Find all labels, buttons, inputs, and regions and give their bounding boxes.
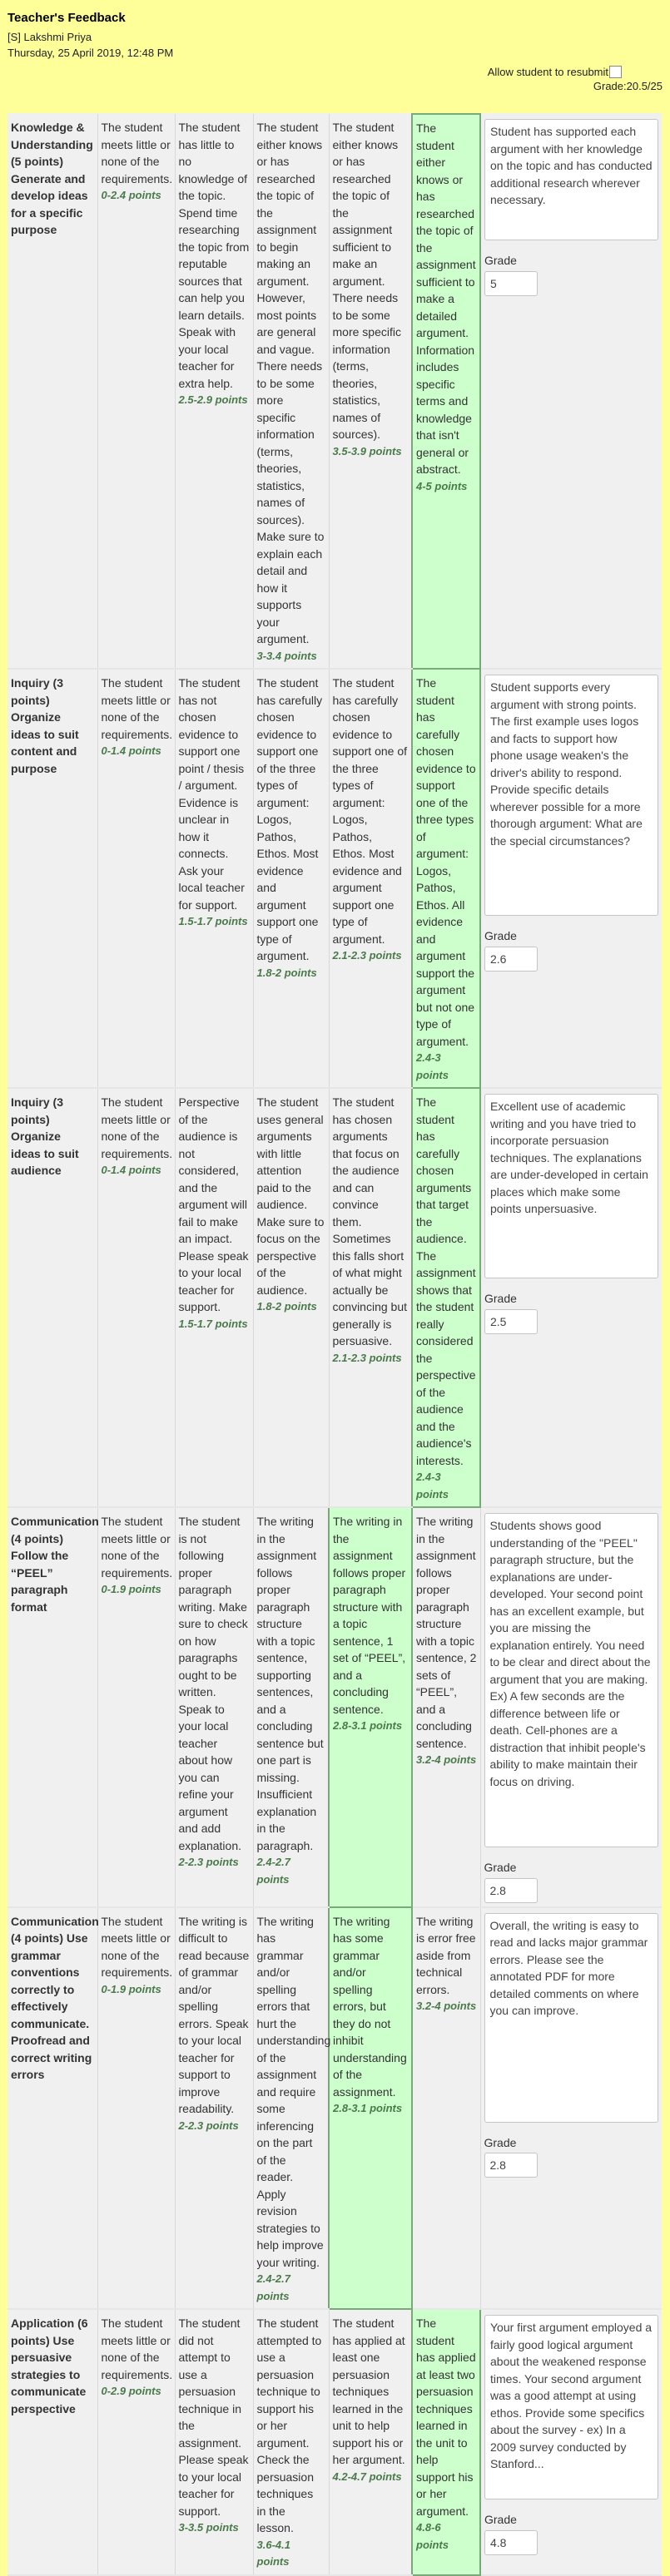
level-points: 4.8-6 points	[416, 2521, 449, 2551]
level-points: 3.2-4 points	[416, 1753, 477, 1766]
level-cell[interactable]	[412, 1907, 480, 2310]
level-cell[interactable]	[329, 114, 412, 669]
level-description: The student either knows or has researched the topic of the assignment to begin making an argument. However, most points are general and vague. There needs to be some more specific information (terms, theories, statistics, names of sources). Make sure to explain each detail and how it supports your argument.	[256, 121, 325, 645]
level-cell[interactable]	[175, 114, 253, 669]
rubric-row	[7, 669, 662, 1088]
criterion-label: Knowledge & Understanding (5 points) Generate and develop ideas for a specific purpose	[7, 114, 97, 669]
feedback-cell	[480, 2309, 662, 2575]
feedback-cell	[480, 1507, 662, 1907]
level-points: 2.1-2.3 points	[332, 1351, 402, 1364]
grade-input[interactable]	[484, 2153, 538, 2178]
level-description: The writing in the assignment follows proper paragraph structure with a topic sentence, 1 set of “PEEL”, and a concluding sentence.	[333, 1515, 406, 1716]
level-description: The writing is difficult to read because of grammar and/or spelling errors. Speak to your local teacher for support to improve readability.	[178, 1914, 250, 2115]
grade-input[interactable]	[484, 1878, 538, 1903]
level-cell[interactable]	[253, 1907, 329, 2310]
level-description: The student has carefully chosen arguments that target the audience. The assignment shows that the student really considered the perspective of the audience and the audience's interests.	[416, 1095, 476, 1467]
author-name: [S] Lakshmi Priya	[7, 31, 92, 43]
level-cell[interactable]	[175, 2309, 253, 2575]
level-description: The student has applied at least two persuasion techniques learned in the unit to help support his or her argument.	[416, 2316, 476, 2518]
level-cell[interactable]	[97, 669, 175, 1088]
level-description: The student either knows or has researched the topic of the assignment sufficient to make an argument. There needs to be some more specific information (terms, theories, statistics, names of sources).	[332, 121, 401, 441]
grade-label: Grade	[484, 254, 517, 267]
feedback-date: Thursday, 25 April 2019, 12:48 PM	[7, 47, 174, 59]
feedback-textarea[interactable]: Students shows good understanding of the "PEEL" paragraph structure, but the explanations are under-developed. Your second point has an excellent example, but you are missing the explanation entirely. You need to be clear and direct about the argument that you are making. Ex) A few seconds are the difference between life or death. Cell-phones are a distraction that inhibit people's ability to make maintain their focus on driving.	[484, 1513, 659, 1847]
level-cell[interactable]	[175, 1088, 253, 1507]
level-points: 4-5 points	[416, 479, 468, 492]
grade-label: Grade	[484, 1861, 517, 1874]
resubmit-label: Allow student to resubmit	[487, 66, 608, 78]
level-description: The student attempted to use a persuasion technique to support his or her argument. Check the persuasion techniques in the lesson.	[256, 2316, 322, 2534]
level-cell[interactable]	[175, 1507, 253, 1907]
grade-input[interactable]	[484, 947, 538, 972]
level-points: 1.8-2 points	[256, 966, 317, 979]
feedback-cell	[480, 669, 662, 1088]
level-cell[interactable]	[97, 2309, 175, 2575]
level-cell-selected[interactable]	[412, 2309, 480, 2575]
level-points: 2.8-3.1 points	[333, 1719, 403, 1732]
level-description: The student did not attempt to use a persuasion technique in the assignment. Please speak to your local teacher for support.	[178, 2316, 249, 2518]
level-cell[interactable]	[97, 1907, 175, 2310]
rubric-row	[7, 2309, 662, 2575]
level-points: 2.4-2.7 points	[256, 1856, 290, 1886]
level-cell[interactable]	[253, 114, 329, 669]
level-description: The student has carefully chosen evidence to support one of the three types of argument: Logos, Pathos, Ethos. Most evidence and argument support one type of argument.	[332, 676, 408, 946]
level-points: 3.2-4 points	[416, 2000, 477, 2012]
level-description: The student uses general arguments with little attention paid to the audience. Make sure to focus on the perspective of the audience.	[256, 1095, 325, 1297]
level-description: The student has not chosen evidence to support one point / thesis / argument. Evidence is unclear in how it connects. Ask your local teacher for support.	[178, 676, 245, 912]
level-description: The writing has some grammar and/or spelling errors, but they do not inhibit understanding of the assignment.	[333, 1914, 407, 2099]
level-points: 0-1.4 points	[101, 1164, 161, 1176]
level-description: The writing in the assignment follows proper paragraph structure with a topic sentence, supporting sentences, and a concluding sentence but one part is missing. Insufficient explanation in the paragraph.	[256, 1515, 324, 1852]
level-points: 1.8-2 points	[256, 1300, 317, 1313]
level-cell[interactable]	[175, 669, 253, 1088]
rubric-row	[7, 1088, 662, 1507]
level-description: The student meets little or none of the requirements.	[101, 2316, 173, 2381]
level-description: The writing has grammar and/or spelling errors that hurt the understanding of the assignment and require some inferencing on the part of the reader. Apply revision strategies to help improve your writing.	[256, 1914, 331, 2269]
rubric-row	[7, 114, 662, 669]
feedback-cell	[480, 1088, 662, 1507]
level-points: 0-1.9 points	[101, 1982, 161, 1995]
level-points: 0-2.4 points	[101, 189, 161, 201]
rubric-table	[7, 113, 662, 2576]
level-cell-selected[interactable]	[329, 1907, 412, 2310]
level-description: The student has little to no knowledge of the topic. Spend time researching the topic from reputable sources that can help you learn details. Speak with your local teacher for extra help.	[178, 121, 250, 390]
rubric-row	[7, 1507, 662, 1907]
level-cell[interactable]	[329, 669, 412, 1088]
level-cell[interactable]	[412, 1507, 480, 1907]
level-description: Perspective of the audience is not considered, and the argument will fail to make an impact. Please speak to your local teacher for support.	[178, 1095, 249, 1313]
level-description: The student has carefully chosen evidence to support one of the three types of argument: Logos, Pathos, Ethos. Most evidence and argument support one type of argument.	[256, 676, 323, 962]
grade-input[interactable]	[484, 1309, 538, 1334]
criterion-label: Communication (4 points) Use grammar conventions correctly to effectively communicate. Proofread and correct writing errors	[7, 1907, 97, 2310]
level-description: The student either knows or has researched the topic of the assignment sufficient to make a detailed argument. Information includes specific terms and knowledge that isn't general or abstract.	[416, 121, 476, 476]
level-points: 2.4-2.7 points	[256, 2272, 290, 2302]
level-points: 2.4-3 points	[416, 1471, 449, 1501]
level-description: The student is not following proper paragraph writing. Make sure to check on how paragraphs ought to be written. Speak to your local teacher about how you can refine your argument and add explanation.	[178, 1515, 248, 1852]
rubric-row	[7, 1907, 662, 2310]
feedback-cell	[480, 1907, 662, 2310]
feedback-textarea[interactable]: Overall, the writing is easy to read and lacks major grammar errors. Please see the annotated PDF for more detailed comments on where you can improve.	[484, 1913, 659, 2123]
level-cell[interactable]	[97, 1507, 175, 1907]
level-points: 2-2.3 points	[178, 1856, 239, 1868]
level-cell[interactable]	[97, 114, 175, 669]
level-cell[interactable]	[175, 1907, 253, 2310]
level-description: The student meets little or none of the requirements.	[101, 1515, 173, 1580]
level-cell[interactable]	[97, 1088, 175, 1507]
level-points: 2.8-3.1 points	[333, 2102, 403, 2114]
feedback-textarea[interactable]: Excellent use of academic writing and you have tried to incorporate persuasion techniques. The explanations are under-developed in certain places which make some points unpersuasive.	[484, 1094, 658, 1278]
grade-label: Grade	[484, 929, 517, 942]
resubmit-option	[488, 66, 622, 78]
level-cell[interactable]	[329, 2309, 412, 2575]
resubmit-checkbox[interactable]	[609, 66, 622, 78]
level-description: The student has chosen arguments that focus on the audience and can convince them. Sometimes this falls short of what might actually be convincing but generally is persuasive.	[332, 1095, 408, 1347]
level-description: The student has carefully chosen evidence to support one of the three types of argument: Logos, Pathos, Ethos. All evidence and argument support the argument but not one type of argument.	[416, 676, 476, 1048]
level-points: 1.5-1.7 points	[178, 1317, 248, 1330]
level-points: 1.5-1.7 points	[178, 915, 248, 927]
level-points: 3-3.4 points	[256, 649, 317, 662]
criterion-label: Application (6 points) Use persuasive strategies to communicate perspective	[7, 2309, 97, 2575]
grade-input[interactable]	[484, 271, 538, 296]
feedback-textarea[interactable]: Your first argument employed a fairly good logical argument about the weakened response times. Your second argument was a good attempt at using ethos. Provide some specifics about the survey - ex) In a 2009 survey conducted by Stanford...	[484, 2315, 658, 2499]
level-description: The student meets little or none of the requirements.	[101, 1095, 173, 1160]
grade-input[interactable]	[484, 2530, 538, 2555]
level-points: 0-1.9 points	[101, 1583, 161, 1595]
level-points: 2.4-3 points	[416, 1051, 449, 1081]
feedback-textarea[interactable]: Student supports every argument with strong points. The first example uses logos and facts to support how phone usage weaken's the driver's ability to respond. Provide specific details wherever possible for a more thorough argument: What are the special circumstances?	[484, 675, 658, 916]
grade-label: Grade	[484, 1292, 517, 1305]
level-points: 2-2.3 points	[178, 2119, 239, 2132]
feedback-cell	[480, 114, 662, 669]
level-points: 3.5-3.9 points	[332, 444, 402, 457]
level-points: 2.1-2.3 points	[332, 949, 402, 962]
criterion-label: Inquiry (3 points) Organize ideas to suit audience	[7, 1088, 97, 1507]
level-cell-selected[interactable]	[412, 669, 480, 1088]
level-cell[interactable]	[253, 1088, 329, 1507]
level-cell-selected[interactable]	[329, 1507, 412, 1907]
level-cell[interactable]	[253, 669, 329, 1088]
feedback-header	[0, 0, 670, 93]
level-points: 0-2.9 points	[101, 2385, 161, 2397]
level-points: 3.6-4.1 points	[256, 2538, 290, 2568]
level-cell[interactable]	[253, 2309, 329, 2575]
feedback-textarea[interactable]: Student has supported each argument with her knowledge on the topic and has conducted additional research wherever necessary.	[484, 119, 658, 240]
level-cell[interactable]	[329, 1088, 412, 1507]
level-description: The student meets little or none of the requirements.	[101, 676, 173, 741]
level-description: The student meets little or none of the requirements.	[101, 121, 173, 185]
level-points: 2.5-2.9 points	[178, 393, 248, 406]
total-grade: Grade:20.5/25	[593, 80, 663, 92]
level-points: 0-1.4 points	[101, 744, 161, 757]
level-description: The writing is error free aside from technical errors.	[416, 1914, 476, 1996]
level-description: The student has applied at least one persuasion techniques learned in the unit to help support his or her argument.	[332, 2316, 405, 2466]
level-points: 3-3.5 points	[178, 2521, 239, 2534]
level-points: 4.2-4.7 points	[332, 2470, 402, 2483]
grade-label: Grade	[484, 2135, 517, 2149]
level-description: The student meets little or none of the requirements.	[101, 1914, 173, 1979]
level-description: The writing in the assignment follows proper paragraph structure with a topic sentence, 2 sets of “PEEL”, and a concluding sentence.	[416, 1515, 477, 1750]
level-cell[interactable]	[253, 1507, 329, 1907]
criterion-label: Communication (4 points) Follow the “PEEL” paragraph format	[7, 1507, 97, 1907]
level-cell-selected[interactable]	[412, 114, 480, 669]
grade-label: Grade	[484, 2513, 517, 2526]
level-cell-selected[interactable]	[412, 1088, 480, 1507]
page-title: Teacher's Feedback	[7, 11, 126, 25]
criterion-label: Inquiry (3 points) Organize ideas to suit content and purpose	[7, 669, 97, 1088]
